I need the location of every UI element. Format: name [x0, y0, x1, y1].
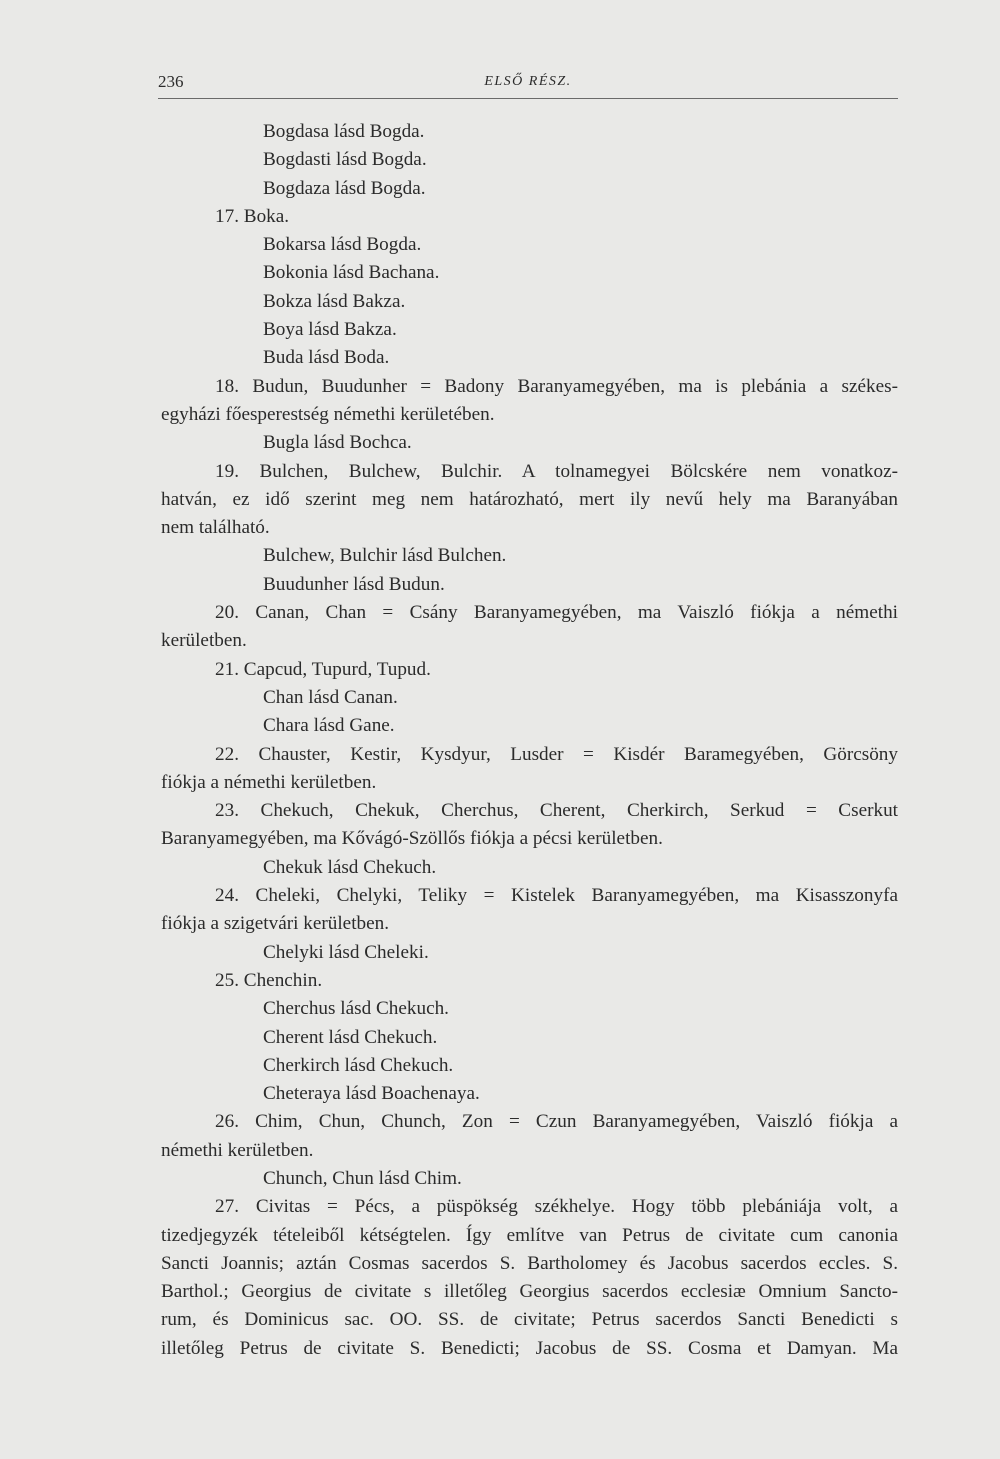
- text-line: Sancti Joannis; aztán Cosmas sacerdos S. Bartholomey és Jacobus sacerdos eccles. S.: [161, 1252, 898, 1274]
- text-line: 22. Chauster, Kestir, Kysdyur, Lusder = Kisdér Baramegyében, Görcsöny: [215, 743, 898, 765]
- text-line: 19. Bulchen, Bulchew, Bulchir. A tolnamegyei Bölcskére nem vonatkoz-: [215, 460, 898, 482]
- text-line: kerületben.: [161, 630, 247, 652]
- text-line: illetőleg Petrus de civitate S. Benedicti; Jacobus de SS. Cosma et Damyan. Ma: [161, 1337, 898, 1359]
- text-line: 21. Capcud, Tupurd, Tupud.: [215, 658, 431, 680]
- text-line: Chelyki lásd Cheleki.: [263, 941, 429, 963]
- text-line: Bokonia lásd Bachana.: [263, 262, 440, 284]
- text-line: Chara lásd Gane.: [263, 715, 395, 737]
- text-line: fiókja a némethi kerületben.: [161, 771, 377, 793]
- text-line: 25. Chenchin.: [215, 969, 323, 991]
- text-line: fiókja a szigetvári kerületben.: [161, 913, 390, 935]
- text-line: Bokza lásd Bakza.: [263, 290, 406, 312]
- running-head: ELSŐ RÉSZ.: [484, 74, 572, 89]
- text-line: 20. Canan, Chan = Csány Baranyamegyében, ma Vaiszló fiókja a némethi: [215, 602, 898, 624]
- text-line: Chekuk lásd Chekuch.: [263, 856, 437, 878]
- text-line: 18. Budun, Buudunher = Badony Baranyamegyében, ma is plebánia a székes-: [215, 375, 898, 397]
- page-header: [158, 68, 898, 99]
- text-line: Buudunher lásd Budun.: [263, 573, 445, 595]
- text-line: rum, és Dominicus sac. OO. SS. de civitate; Petrus sacerdos Sancti Benedicti s: [161, 1309, 898, 1331]
- text-line: Baranyamegyében, ma Kővágó-Szöllős fiókja a pécsi kerületben.: [161, 828, 663, 850]
- text-line: 26. Chim, Chun, Chunch, Zon = Czun Baranyamegyében, Vaiszló fiókja a: [215, 1111, 898, 1133]
- text-line: Bogdaza lásd Bogda.: [263, 177, 426, 199]
- text-line: Barthol.; Georgius de civitate s illetőleg Georgius sacerdos ecclesiæ Omnium Sancto-: [161, 1281, 898, 1303]
- text-line: Bugla lásd Bochca.: [263, 432, 412, 454]
- text-line: nem található.: [161, 517, 270, 539]
- text-line: Bokarsa lásd Bogda.: [263, 234, 422, 256]
- text-line: Cherkirch lásd Chekuch.: [263, 1054, 454, 1076]
- text-line: Bogdasa lásd Bogda.: [263, 121, 425, 142]
- text-line: Cherchus lásd Chekuch.: [263, 998, 449, 1020]
- text-line: Bogdasti lásd Bogda.: [263, 149, 427, 171]
- page-number: 236: [158, 72, 184, 91]
- text-line: Chunch, Chun lásd Chim.: [263, 1167, 462, 1189]
- text-line: 27. Civitas = Pécs, a püspökség székhelye. Hogy több plebániája volt, a: [215, 1196, 898, 1218]
- text-line: némethi kerületben.: [161, 1139, 314, 1161]
- text-line: Buda lásd Boda.: [263, 347, 390, 369]
- text-line: 17. Boka.: [215, 205, 290, 227]
- page-body: [161, 118, 898, 1363]
- text-line: Bulchew, Bulchir lásd Bulchen.: [263, 545, 507, 567]
- text-line: Cheteraya lásd Boachenaya.: [263, 1083, 480, 1105]
- text-line: egyházi főesperestség némethi kerületében.: [161, 403, 495, 425]
- text-line: Boya lásd Bakza.: [263, 319, 397, 341]
- text-line: Chan lásd Canan.: [263, 686, 398, 708]
- text-line: 23. Chekuch, Chekuk, Cherchus, Cherent, Cherkirch, Serkud = Cserkut: [215, 800, 898, 822]
- text-line: 24. Cheleki, Chelyki, Teliky = Kistelek Baranyamegyében, ma Kisasszonyfa: [215, 885, 898, 907]
- text-line: Cherent lásd Chekuch.: [263, 1026, 438, 1048]
- text-line: hatván, ez idő szerint meg nem határozható, mert ily nevű hely ma Baranyában: [161, 488, 898, 510]
- text-line: tizedjegyzék tételeiből kétségtelen. Így említve van Petrus de civitate cum canonia: [161, 1224, 898, 1246]
